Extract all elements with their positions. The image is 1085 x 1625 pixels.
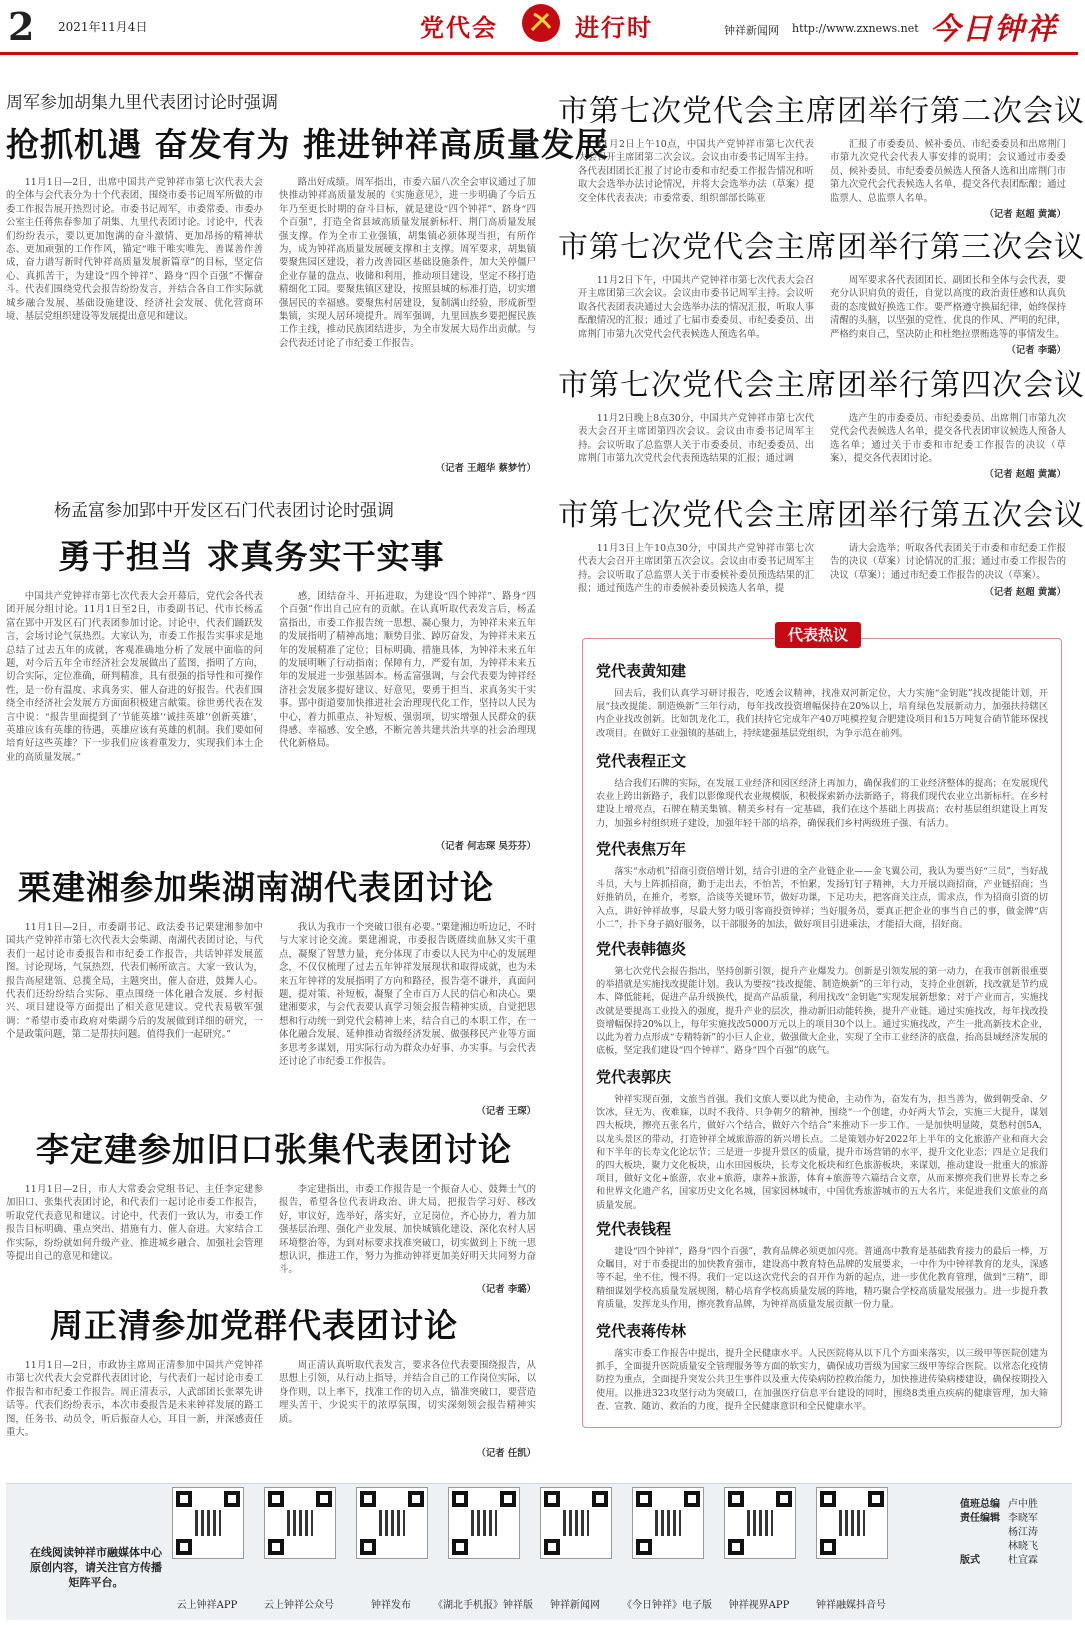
qr-code-label: 《今日钟祥》电子版: [622, 1600, 712, 1611]
qr-finder-pattern: [268, 1539, 284, 1555]
article-body-col1: 11月3日上午10点30分，中国共产党钟祥市第七次代表大会召开主席团第五次会议。会议由市委书记周军主持。会议听取了总监票人关于市委候补委员预选结果的汇报；通过预选产生的市委候补委员候选人名单，提: [578, 543, 814, 595]
rep-name: 党代表韩德炎: [596, 940, 687, 958]
article-body-col1: 中国共产党钟祥市第七次代表大会开幕后，党代会各代表团开展分组讨论。11月1日至2日，市委副书记、代市长杨孟富在郢中开发区石门代表团参加讨论。讨论中，代表们踊跃发言，会场讨论气氛热烈。大家认为，市委工作报告实事求是地总结了过去五年的成就，客观准确地分析了发展中面临的问题，对今后五年全市经济社会发展做出了蓝图，指明了方向，切合实际，定位准确，研判精准，具有很强的指导性和可操作性，是一份有温度、求真务实、催人奋进的好报告。代表们围绕全市经济社会发展方方面面积极建言献策。徐世勇代表在发言中说：“报告里面提到了‘节能英雄’‘诚挂英雄’‘创新英雄’，英雄应该有英雄的待遇，英雄应该有英雄的机制。我们要如何培育好这些英雄？下一步我们应该着重发力，实现我们本土企业的高质量发展。”: [6, 591, 263, 763]
article-headline: 李定建参加旧口张集代表团讨论: [36, 1130, 512, 1169]
qr-modules: [563, 1510, 589, 1536]
article-headline: 市第七次党代会主席团举行第二次会议: [558, 94, 1085, 129]
masthead-divider: [0, 52, 1078, 55]
rep-text: 建设“四个钟祥”，路身“四个百强”，教育品牌必须更加闪亮。普通高中教育是基础教育接力的最后一棒，万众瞩目，对于市委提出的加快教育强市，建设高中教育特色品牌的发展要求，一中作为中钟祥教育的龙头，深感等不起，坐不住，慢不得。我们一定以这次党代会的召开作为新的起点，进一步优化教育管理，做到“三精”，即精细谋划学校高质量发展规图，精心培育学校高质量发展的阵地，精巧聚合学校高质量发展强力。进一步提升教育质量，发挥龙头作用，擦亮教育品牌，为钟祥高质量发展贡献一份力量。: [596, 1246, 1048, 1310]
banner-left: 党代会: [420, 14, 498, 42]
rep-name: 党代表郭庆: [596, 1068, 672, 1086]
qr-finder-pattern: [360, 1539, 376, 1555]
qr-modules: [287, 1510, 313, 1536]
article-body-col2: 李定建指出，市委工作报告是一个振奋人心、鼓舞士气的报告，希望各位代表讲政治、讲大局，把报告学习好、移改好，审议好，选举好，落实好，立足岗位，齐心协力，着力加强基层治理、强化产业发展、加快城镇化建设、深化农村人居环境整治等，为到对标要求找准突破口，切实做到上下统一思想认识，推进工作，努力为推动钟祥更加美好明天共同努力奋斗。: [279, 1184, 536, 1276]
qr-code-label: 云上钟祥公众号: [264, 1600, 334, 1611]
editor-name: 杜宜霖: [1008, 1555, 1038, 1566]
article-byline: （记者 李璐）: [476, 1284, 536, 1295]
article-headline: 市第七次党代会主席团举行第五次会议: [558, 498, 1085, 533]
editor-name: 杨江涛: [1008, 1527, 1038, 1538]
article-4: [6, 1124, 536, 1295]
article-body-col2: 选产生的市委委员、市纪委委员、出席荆门市第九次党代会代表候选人名单，提交各代表团审议候选人预备人选名单；通过关于市委和市纪委工作报告的决议（草案），提交各代表团讨论。: [830, 413, 1066, 465]
rep-name: 党代表钱程: [596, 1220, 672, 1238]
qr-code-label: 钟祥新闻网: [550, 1600, 600, 1611]
rep-text: 回去后，我们认真学习研讨报告，吃透会议精神，找准双河新定位，大力实施“金钥匙”找改提能计划，开展“技改提能、制造焕新”三年行动，每年找改投资增幅保持在20%以上，培育绿色发展新动力，加强扶持辖区内企业找改创新。比如凯龙化工，我们扶持它完成年产40万吨模控复合肥建设项目和15万吨复合硝节能环保找改项目。在做好工业强镇的基础上，持续建强基层党组织，为争示范在前列。: [596, 688, 1048, 739]
newspaper-brand-logo: 今日钟祥: [930, 12, 1058, 47]
qr-code-icon[interactable]: [632, 1487, 704, 1559]
editor-name: 卢中胜: [1008, 1499, 1038, 1510]
article-kicker: 周军参加胡集九里代表团讨论时强调: [6, 93, 278, 113]
qr-finder-pattern: [176, 1491, 192, 1507]
qr-finder-pattern: [820, 1539, 836, 1555]
issue-date: 2021年11月4日: [58, 20, 148, 34]
qr-code-label: 钟祥发布: [371, 1600, 411, 1611]
article-1: [6, 88, 609, 474]
qr-finder-pattern: [224, 1491, 240, 1507]
editor-role: 版式: [960, 1555, 980, 1566]
qr-code-label: 钟祥融媒抖音号: [816, 1600, 886, 1611]
editor-role: 值班总编: [960, 1499, 1000, 1510]
rep-section: [596, 1218, 1048, 1325]
qr-modules: [379, 1510, 405, 1536]
rep-text: 落实“水动机”招商引资倍增计划，结合引进的全产业链企业——金飞翼公司，我认为要当好“三员”，当好战斗员，大与上阵抓招商，勤于走出去，不怕苦，不怕累，发扬钉钉子精神，大力开展以商招商，产业链招商；当好推销员，在推介，考察，洽谈等关键环节，做好功课，下足功夫，把客商关注点，需求点，作为招商引资的切入点，讲好钟祥故事，尽最大努力吸引客商投资钟祥；当好服务员，要真正把企业的事当自己的事，做金牌“店小二”，扑下身子搞好服务，以干部服务的加法，做好项目引进乘法，才能招大商，招好商。: [596, 866, 1048, 930]
right-article-1: [558, 86, 1085, 220]
page-number: 2: [8, 4, 35, 49]
rep-section: [596, 750, 1048, 843]
article-body-col2: 我认为我市一个突破口很有必要。”栗建湘边听边记，不时与大家讨论交流。栗建湘说，市委报告既赓续血脉又实干重点，凝聚了智慧力量，充分体现了市委以人民为中心的发展理念，不仅仅梳理了过去五年钟祥发展现状和取得成就，也为未来五年钟祥的发展指明了方向和路径，报告毫不谦并，真面问题，提对策、补短板，凝聚了全市百万人民的信心和决心。栗建湘要求，与会代表要认真学习领会报告精神实质，自觉把思想和行动统一到党代会精神上来，结合自己的本职工作，在一体化融合发展、延伸推动省级经济发展、做强移民产业等方面多思考多谋划，用实际行动为群众办好事、办实事。与会代表还讨论了市纪委工作报告。: [279, 922, 536, 1068]
qr-finder-pattern: [544, 1539, 560, 1555]
article-5: [6, 1300, 536, 1459]
article-byline: （记者 王超华 蔡梦竹）: [435, 463, 536, 474]
rep-name: 党代表程正文: [596, 752, 687, 770]
article-byline: （记者 王琛）: [476, 1106, 536, 1117]
footer-promo-text: 在线阅读钟祥市融媒体中心原创内容，请关注官方传播矩阵平台。: [30, 1546, 162, 1589]
qr-finder-pattern: [868, 1491, 884, 1507]
article-byline: （记者 赵超 黄嵩）: [984, 469, 1066, 480]
banner-right: 进行时: [575, 14, 653, 42]
qr-modules: [655, 1510, 681, 1536]
article-byline: （记者 李璐）: [1006, 345, 1066, 356]
qr-code-icon[interactable]: [816, 1487, 888, 1559]
editor-role: 责任编辑: [960, 1513, 1000, 1524]
website-name: 钟祥新闻网: [724, 24, 779, 37]
rep-name: 党代表黄知建: [596, 662, 687, 680]
qr-finder-pattern: [684, 1491, 700, 1507]
qr-finder-pattern: [452, 1491, 468, 1507]
qr-modules: [195, 1510, 221, 1536]
qr-finder-pattern: [820, 1491, 836, 1507]
article-byline: （记者 赵超 黄嵩）: [984, 587, 1066, 598]
qr-code-icon[interactable]: [172, 1487, 244, 1559]
article-body-col1: 11月2日晚上8点30分，中国共产党钟祥市第七次代表大会召开主席团第四次会议。会议由市委书记周军主持。会议听取了总监票人关于市委委员、市纪委委员、出席荆门市第九次党代会代表预选结果的汇报；通过调: [578, 413, 814, 465]
qr-code-label: 云上钟祥APP: [176, 1600, 238, 1611]
website-url[interactable]: http://www.zxnews.net: [792, 22, 919, 35]
article-body-col2: 请大会选举；听取各代表团关于市委和市纪委工作报告的决议（草案）讨论情况的汇报；通过市委工作报告的决议（草案）；通过市纪委工作报告的决议（草案）。: [830, 543, 1066, 581]
qr-finder-pattern: [728, 1539, 744, 1555]
qr-finder-pattern: [592, 1491, 608, 1507]
rep-section: [596, 1066, 1048, 1213]
right-article-4: [558, 490, 1085, 598]
rep-name: 党代表蒋传林: [596, 1322, 687, 1340]
qr-finder-pattern: [360, 1491, 376, 1507]
article-headline: 栗建湘参加柴湖南湖代表团讨论: [18, 868, 494, 907]
qr-finder-pattern: [500, 1491, 516, 1507]
qr-finder-pattern: [268, 1491, 284, 1507]
article-headline: 勇于担当 求真务实干实事: [58, 537, 445, 576]
qr-finder-pattern: [452, 1539, 468, 1555]
editor-name: 林晓飞: [1008, 1541, 1038, 1552]
rep-text: 落实市委工作报告中提出，提升全民健康水平。人民医院将从以下几个方面来落实，以三级甲等医院创建为抓手，全面提升医院质量安全管理服务等方面的软实力，确保成功晋级为国家三级甲等综合医院。以常态化疫情防控为重点，全面提升突发公共卫生事件以及重大传染病防控救治能力，加快推进传染病楼建设，确保按期投入使用。以推进323攻坚行动为突破口，在加强医疗信息平台建设的同时，围绕8类重点疾病的健康管理，加大筛查、宣教、随访、救治的力度，提升全民健康意识和全民健康水平。: [596, 1348, 1048, 1412]
article-headline: 周正清参加党群代表团讨论: [50, 1306, 458, 1345]
qr-code-icon[interactable]: [264, 1487, 336, 1559]
qr-finder-pattern: [776, 1491, 792, 1507]
masthead: [0, 0, 1078, 56]
article-body-col2: 汇报了市委委员、候补委员、市纪委委员和出席荆门市第九次党代会代表人事安排的说明；会议通过市委委员、候补委员、市纪委委员候选人预备人选和出席荆门市第九次党代会代表候选人名单，提交各代表团酝酿；通过监票人、总监票人名单。: [830, 139, 1066, 204]
article-kicker: 杨孟富参加郢中开发区石门代表团讨论时强调: [54, 501, 394, 521]
article-body-col1: 11月1日—2日，出席中国共产党钟祥市第七次代表大会的全体与会代表分为十个代表团，围绕市委书记周军所做的市委工作报告展开热烈讨论。市委书记周军，市委常委、市委办公室主任蒋焦春参加了胡集、九里代表团讨论。讨论中，代表们纷纷表示，要以更加饱满的奋斗激情、更加昂扬的精神状态、更加顽强的工作作风，锚定“唯干唯实唯先、善谋善作善成，奋力谱写新时代钟祥高质量发展新篇章”的目标，坚定信心、真抓苦干，为建设“四个钟祥”、路身“四个百强”不懈奋斗。代表们围绕党代会报告纷纷发言，并结合各自工作实际就城乡融合发展、基础设施建设、经济社会发展、优化营商环境、基层党组织建设等发展提出意见和建议。: [6, 177, 263, 323]
article-byline: （记者 赵超 黄嵩）: [984, 209, 1066, 220]
rep-text: 钟祥实现百强，文旅当首强。我们文旅人要以此为使命，主动作为，奋发有为，担当善为，做到朝受命、夕饮冰，昼无为、夜难寐，以时不我待、只争朝夕的精神，围绕“一个创建，办好两大节会，实施三大提升，谋划四大板块，擦亮五张名片，做好六个结合，做好六个结合”来推动下一步工作。一是加快明显陵，莫愁村创5A，以龙头景区的带动，打造钟祥全域旅游游的新兴增长点。二是策划办好2022年上半年的文化旅游产业和商大会和下半年的长寿文化论坛节；三是进一步提升景区的质量，提升市场营销的水平，提升文化业态；四是立足我们的四大板块，聚力文化板块，山水田园板块，长寿文化板块和红色旅游板块，来谋划，推动建设一批重大的旅游项目，做好文化+旅游，农业+旅游，康养+旅游，体育+旅游等六篇结合文章，从而来擦亮我们世界长寿之乡和世界文化遗产名，国家历史文化名城，国家园林城市，中国优秀旅游城市的五大名片，来促进我们文旅业的高质量发展。: [596, 1094, 1048, 1211]
rep-text: 结合我们石牌的实际，在发展工业经济和园区经济上再加力，确保我们的工业经济整体的提高；在发展现代农业上跨出新路子，我们以影像现代农业规模版，积极探索新办法新路子，将我们现代农业立出新标杆。在乡村建设上增亮点，石牌在精美集镇、精美乡村有一定基础，我们在这个基础上再拔高；农村基层组织建设上再发力，加强乡村组织班子建设，加强年轻干部的培养，确保我们乡村两级班子强、有活力。: [596, 778, 1048, 829]
qr-code-label: 钟祥视界APP: [728, 1600, 790, 1611]
rep-section: [596, 660, 1048, 741]
article-headline: 抢抓机遇 奋发有为 推进钟祥高质量发展: [6, 125, 609, 164]
rep-section: [596, 938, 1048, 1061]
rep-name: 党代表焦万年: [596, 840, 687, 858]
article-body-col1: 11月2日下午，中国共产党钟祥市第七次代表大会召开主席团第三次会议。会议由市委书记周军主持。会议听取各代表团表决通过大会选举办法的情况汇报，听取人事酝酿情况的汇报；通过了七届市委委员、市纪委委员、出席荆门市第九次党代会代表候选人预选名单。: [578, 275, 814, 340]
article-body-col2: 路出好成绩。周军指出，市委六届八次全会审议通过了加快推动钟祥高质量发展的《实施意见》，进一步明确了今后五年乃至更长时期的奋斗目标，就是建设“四个钟祥”、跻身“四个百强”，打造全省县域高质量发展新标杆、荆门高质量发展强支撑。作为全市工业强镇，胡集镇必须体现当担，有所作为，成为钟祥高质量发展硬支撑和主支撑。周军要求，胡集镇要聚焦园区建设，着力改善园区基础设施条件，加大关停僵尸企业存量的盘点、收储和利用，推动项目建设，坚定不移打造精细化工园。要聚焦镇区建设，按照县城的标准打造，切实增强居民的幸福感。要聚焦村居建设，复制满山经验，形成新型集镇，实现人居环境提升。周军强调，九里回族乡要把握民族工作主线，推动民族团结进步，为全市发展大局作出贡献。与会代表还讨论了市纪委工作报告。: [279, 177, 536, 349]
qr-code-icon[interactable]: [448, 1487, 520, 1559]
article-2: [6, 496, 536, 852]
party-emblem-icon: [522, 4, 560, 42]
qr-code-label: 《湖北手机报》钟祥版: [433, 1600, 533, 1611]
qr-finder-pattern: [728, 1491, 744, 1507]
article-body-col2: 感，团结奋斗、开拓进取，为建设“四个钟祥”、路身“四个百强”作出自己应有的贡献。在认真听取代表发言后，杨孟富指出，市委工作报告统一思想、凝心聚力，为钟祥未来五年的发展指明了精神高地；顺势目张、踔厉奋发，为钟祥未来五年的发展精准了定位；目标明确、措施具体，为钟祥未来五年的发展明晰了行动指南；保障有力，严爱有加，为钟祥未来五年的发展进一步强基固本。杨孟富强调，与会代表要为钟祥经济社会发展多提好建议、好意见，要勇于担当、求真务实干实事。郢中街道要加快推进社会治理现代化工作，坚持以人民为中心，着力抓重点、补短板、强弱项，切实增强人民群众的获得感、幸福感、安全感，不断完善共建共治共享的社会治理现代化新格局。: [279, 591, 536, 750]
qr-code-icon[interactable]: [540, 1487, 612, 1559]
rep-section: [596, 1320, 1048, 1427]
qr-modules: [471, 1510, 497, 1536]
article-body-col2: 周军要求各代表团团长、副团长和全体与会代表，要充分认识肩负的责任，自觉以高度的政治责任感和认真负责的态度做好换选工作。要严格遵守换届纪律，始终保持清醒的头脑，以坚强的党性、优良的作风、严明的纪律，严格约束自己，坚决防止和杜绝拉票贿选等的事情发生。: [830, 275, 1066, 340]
qr-code-icon[interactable]: [724, 1487, 796, 1559]
right-article-2: [558, 222, 1085, 356]
qr-finder-pattern: [636, 1491, 652, 1507]
qr-modules: [839, 1510, 865, 1536]
article-byline: （记者 何志琛 吴芬芬）: [435, 841, 536, 852]
qr-finder-pattern: [544, 1491, 560, 1507]
article-body-col1: 11月1日—2日，市政协主席周正清参加中国共产党钟祥市第七次代表大会党群代表团讨论，与代表们一起讨论市委工作报告和市纪委工作报告。周正清表示，人武部团长张翠先讲话等。代表们纷纷表示，本次市委报告是未来钟祥发展的路工图，任务书、动员令，听后振奋人心，耳目一新，并深感责任重大。: [6, 1360, 263, 1439]
qr-finder-pattern: [408, 1491, 424, 1507]
rep-text: 第七次党代会报告指出，坚持创新引领，提升产业爆发力。创新是引领发展的第一动力，在我市创新很重要的举措就是实施找改提能计划。我认为要按“技改提能、制造焕新”的三年行动，支持企业创新，找改就是节约成本、降低能耗，促进产品升级换代，提高产品质量，利用找改“金钥匙”实现发展新想象；对于产业而言，实施找改就是要提高工业投入的强度，提升产业的层次，推动新旧动能转换，提升产业链。通过实施找改，每年找改投资增幅保持20%以上，每年实施找改5000万元以上的项目30个以上。通过实施找改，产生一批高新技术企业，以此为着力点形成“专精特新”的小巨人企业，做强做大企业，实现了全市工业经济的底盘，抬高县域经济发展的底板，坚定我们建设“四个钟祥”、路身“四个百强”的底气。: [596, 966, 1048, 1057]
article-3: [6, 862, 536, 1117]
qr-finder-pattern: [316, 1491, 332, 1507]
qr-code-icon[interactable]: [356, 1487, 428, 1559]
qr-finder-pattern: [176, 1539, 192, 1555]
qr-finder-pattern: [636, 1539, 652, 1555]
rep-section: [596, 838, 1048, 933]
article-body-col1: 11月1日—2日，市人大常委会党组书记、主任李定建参加旧口、张集代表团讨论，和代表们一起讨论市委工作报告，听取党代表意见和建议。讨论中，代表们一致认为，市委工作报告目标明确、重点突出、措施有力、催人奋进。大家结合工作实际，纷纷就如何升级产业、推进城乡融合、加强社会管理等提出自己的意见和建议。: [6, 1184, 263, 1263]
article-body-col2: 周正清认真听取代表发言，要求各位代表要围绕报告，从思想上引领，从行动上指导，并结合自己的工作岗位实际，以身作则，以上率下，找准工作的切入点，锚准突破口，要营造埋头苦干、少说实干的浓厚氛围，切实深刻领会报告精神实质。: [279, 1360, 536, 1425]
article-headline: 市第七次党代会主席团举行第三次会议: [558, 230, 1085, 265]
article-body-col1: 11月1日—2日，市委副书记、政法委书记栗建湘参加中国共产党钟祥市第七次代表大会柴湖、南湖代表团讨论，与代表们一起讨论市委报告和市纪委工作报告，共话钟祥发展蓝图。讨论现场，气氛热烈，代表们畅所欲言。大家一致认为，报告高屋建瓴、总揽全局，主题突出，催人奋进，鼓舞人心。代表们还纷纷结合实际、重点围绕一体化融合发展、乡村振兴、项目建设等方面提出了相关意见建议。党代表易敬军强调：“希望市委市政府对柴湖今后的发展做到详细的研究，一个是政策问题，第二是帮扶问题。值得我们一起研究。”: [6, 922, 263, 1041]
article-headline: 市第七次党代会主席团举行第四次会议: [558, 368, 1085, 403]
qr-modules: [747, 1510, 773, 1536]
section-tag: 代表热议: [775, 622, 861, 648]
article-body-col1: 11月2日上午10点，中国共产党钟祥市第七次代表大会召开主席团第二次会议。会议由市委书记周军主持。各代表团团长汇报了讨论市委和市纪委工作报告情况和听取大会选举办法讨论情况，并将大会选举办法（草案）提交全体代表表决；市委常委、组织部部长陈亚: [578, 139, 814, 204]
right-article-3: [558, 360, 1085, 480]
editor-credits: [960, 1498, 1038, 1568]
editor-name: 李晓军: [1008, 1513, 1038, 1524]
article-byline: （记者 任凯）: [476, 1448, 536, 1459]
